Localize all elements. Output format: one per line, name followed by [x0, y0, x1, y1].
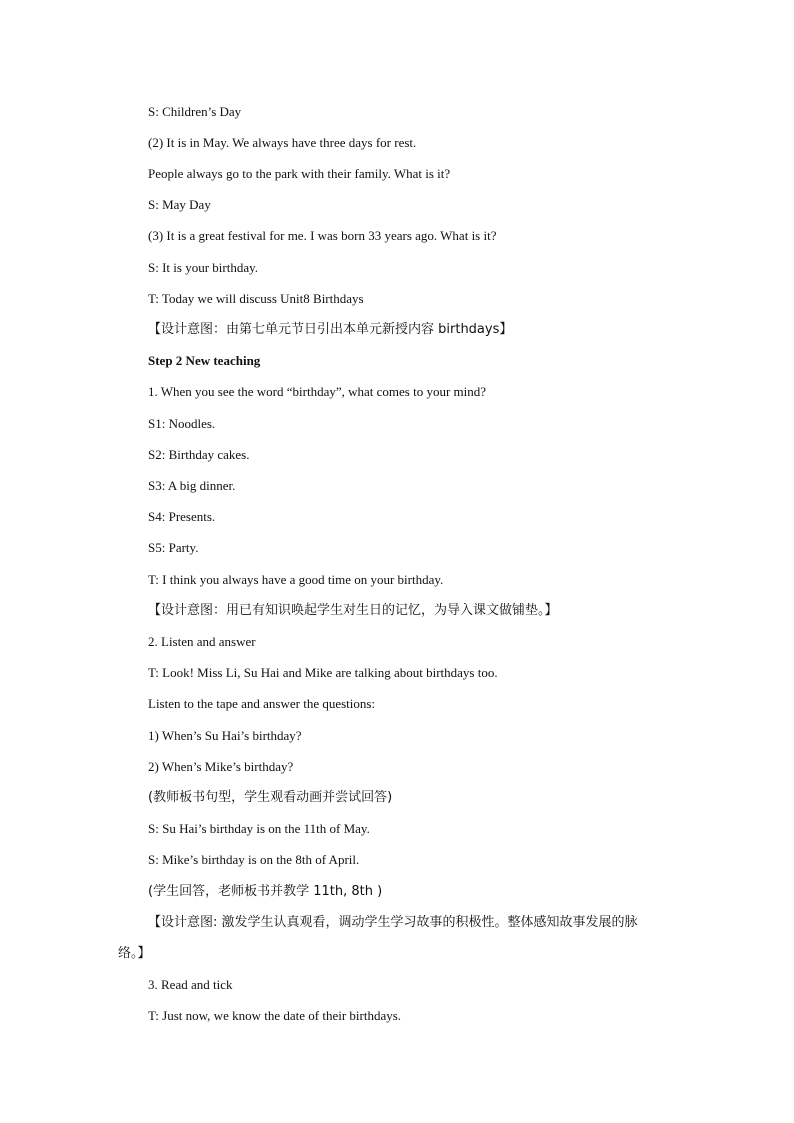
text-line: (2) It is in May. We always have three days for rest.	[148, 135, 417, 150]
design-intent-note: 【设计意图：由第七单元节日引出本单元新授内容 birthdays】	[148, 322, 513, 337]
text-line: T: Just now, we know the date of their birthdays.	[148, 1008, 402, 1023]
design-intent-note: 【设计意图: 激发学生认真观看，调动学生学习故事的积极性。整体感知故事发展的脉	[148, 915, 638, 930]
text-line: T: I think you always have a good time on your birthday.	[148, 572, 444, 587]
text-line: S: May Day	[148, 197, 211, 212]
text-line: S: It is your birthday.	[148, 260, 259, 275]
design-intent-note-continued: 络。】	[118, 946, 151, 961]
text-line: S: Children’s Day	[148, 104, 242, 119]
teacher-note: (学生回答，老师板书并教学 11th, 8th )	[148, 884, 383, 899]
text-line: 2. Listen and answer	[148, 634, 256, 649]
text-line: 1) When’s Su Hai’s birthday?	[148, 728, 302, 743]
text-line: 2) When’s Mike’s birthday?	[148, 759, 294, 774]
text-line: S: Mike’s birthday is on the 8th of April.	[148, 852, 360, 867]
text-line: People always go to the park with their family. What is it?	[148, 166, 451, 181]
text-line: T: Look! Miss Li, Su Hai and Mike are talking about birthdays too.	[148, 665, 498, 680]
text-line: Listen to the tape and answer the questions:	[148, 696, 376, 711]
text-line: S: Su Hai’s birthday is on the 11th of May.	[148, 821, 370, 836]
teacher-note: (教师板书句型，学生观看动画并尝试回答)	[148, 790, 393, 805]
step-heading: Step 2 New teaching	[148, 353, 261, 368]
text-line: S1: Noodles.	[148, 416, 216, 431]
text-line: S4: Presents.	[148, 509, 216, 524]
text-line: 3. Read and tick	[148, 977, 233, 992]
text-line: T: Today we will discuss Unit8 Birthdays	[148, 291, 364, 306]
text-line: S3: A big dinner.	[148, 478, 236, 493]
text-line: 1. When you see the word “birthday”, what comes to your mind?	[148, 384, 487, 399]
text-line: S5: Party.	[148, 540, 199, 555]
design-intent-note: 【设计意图：用已有知识唤起学生对生日的记忆，为导入课文做铺垫。】	[148, 603, 558, 618]
text-line: S2: Birthday cakes.	[148, 447, 250, 462]
text-line: (3) It is a great festival for me. I was born 33 years ago. What is it?	[148, 228, 497, 243]
